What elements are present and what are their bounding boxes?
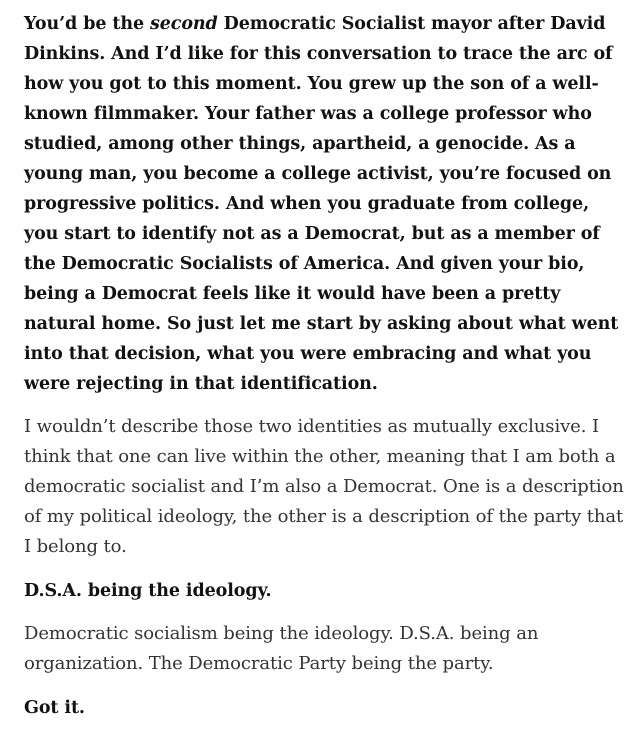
interviewer-question-2: D.S.A. being the ideology. — [24, 581, 272, 601]
interviewee-answer-1: I wouldn’t describe those two identities as mutually exclusive. I think that one can live within the other, meaning that I am both a democratic socialist and I’m also a Democrat. One is a description of my political ideology, the other is a description of the party that I belong to. — [24, 416, 624, 557]
interviewer-question-3: Got it. — [24, 698, 85, 718]
interview-transcript — [24, 9, 624, 736]
interviewer-question-1 — [24, 9, 624, 399]
question-1-body: Democratic Socialist mayor after David Dinkins. And I’d like for this conversation to trace the arc of how you got to this moment. You grew up the son of a well-known filmmaker. Your father was a college professor who studied, among other things, apartheid, a genocide. As a young man, you become a college activist, you’re focused on progressive politics. And when you graduate from college, you start to identify not as a Democrat, but as a member of the Democratic Socialists of America. And given your bio, being a Democrat feels like it would have been a pretty natural home. So just let me start by asking about what went into that decision, what you were embracing and what you were rejecting in that identification. — [24, 14, 619, 394]
interviewee-answer-2: Democratic socialism being the ideology. D.S.A. being an organization. The Democratic Party being the party. — [24, 623, 539, 674]
question-1-lead: You’d be the — [24, 14, 150, 34]
question-1-emphasis: second — [150, 14, 218, 34]
